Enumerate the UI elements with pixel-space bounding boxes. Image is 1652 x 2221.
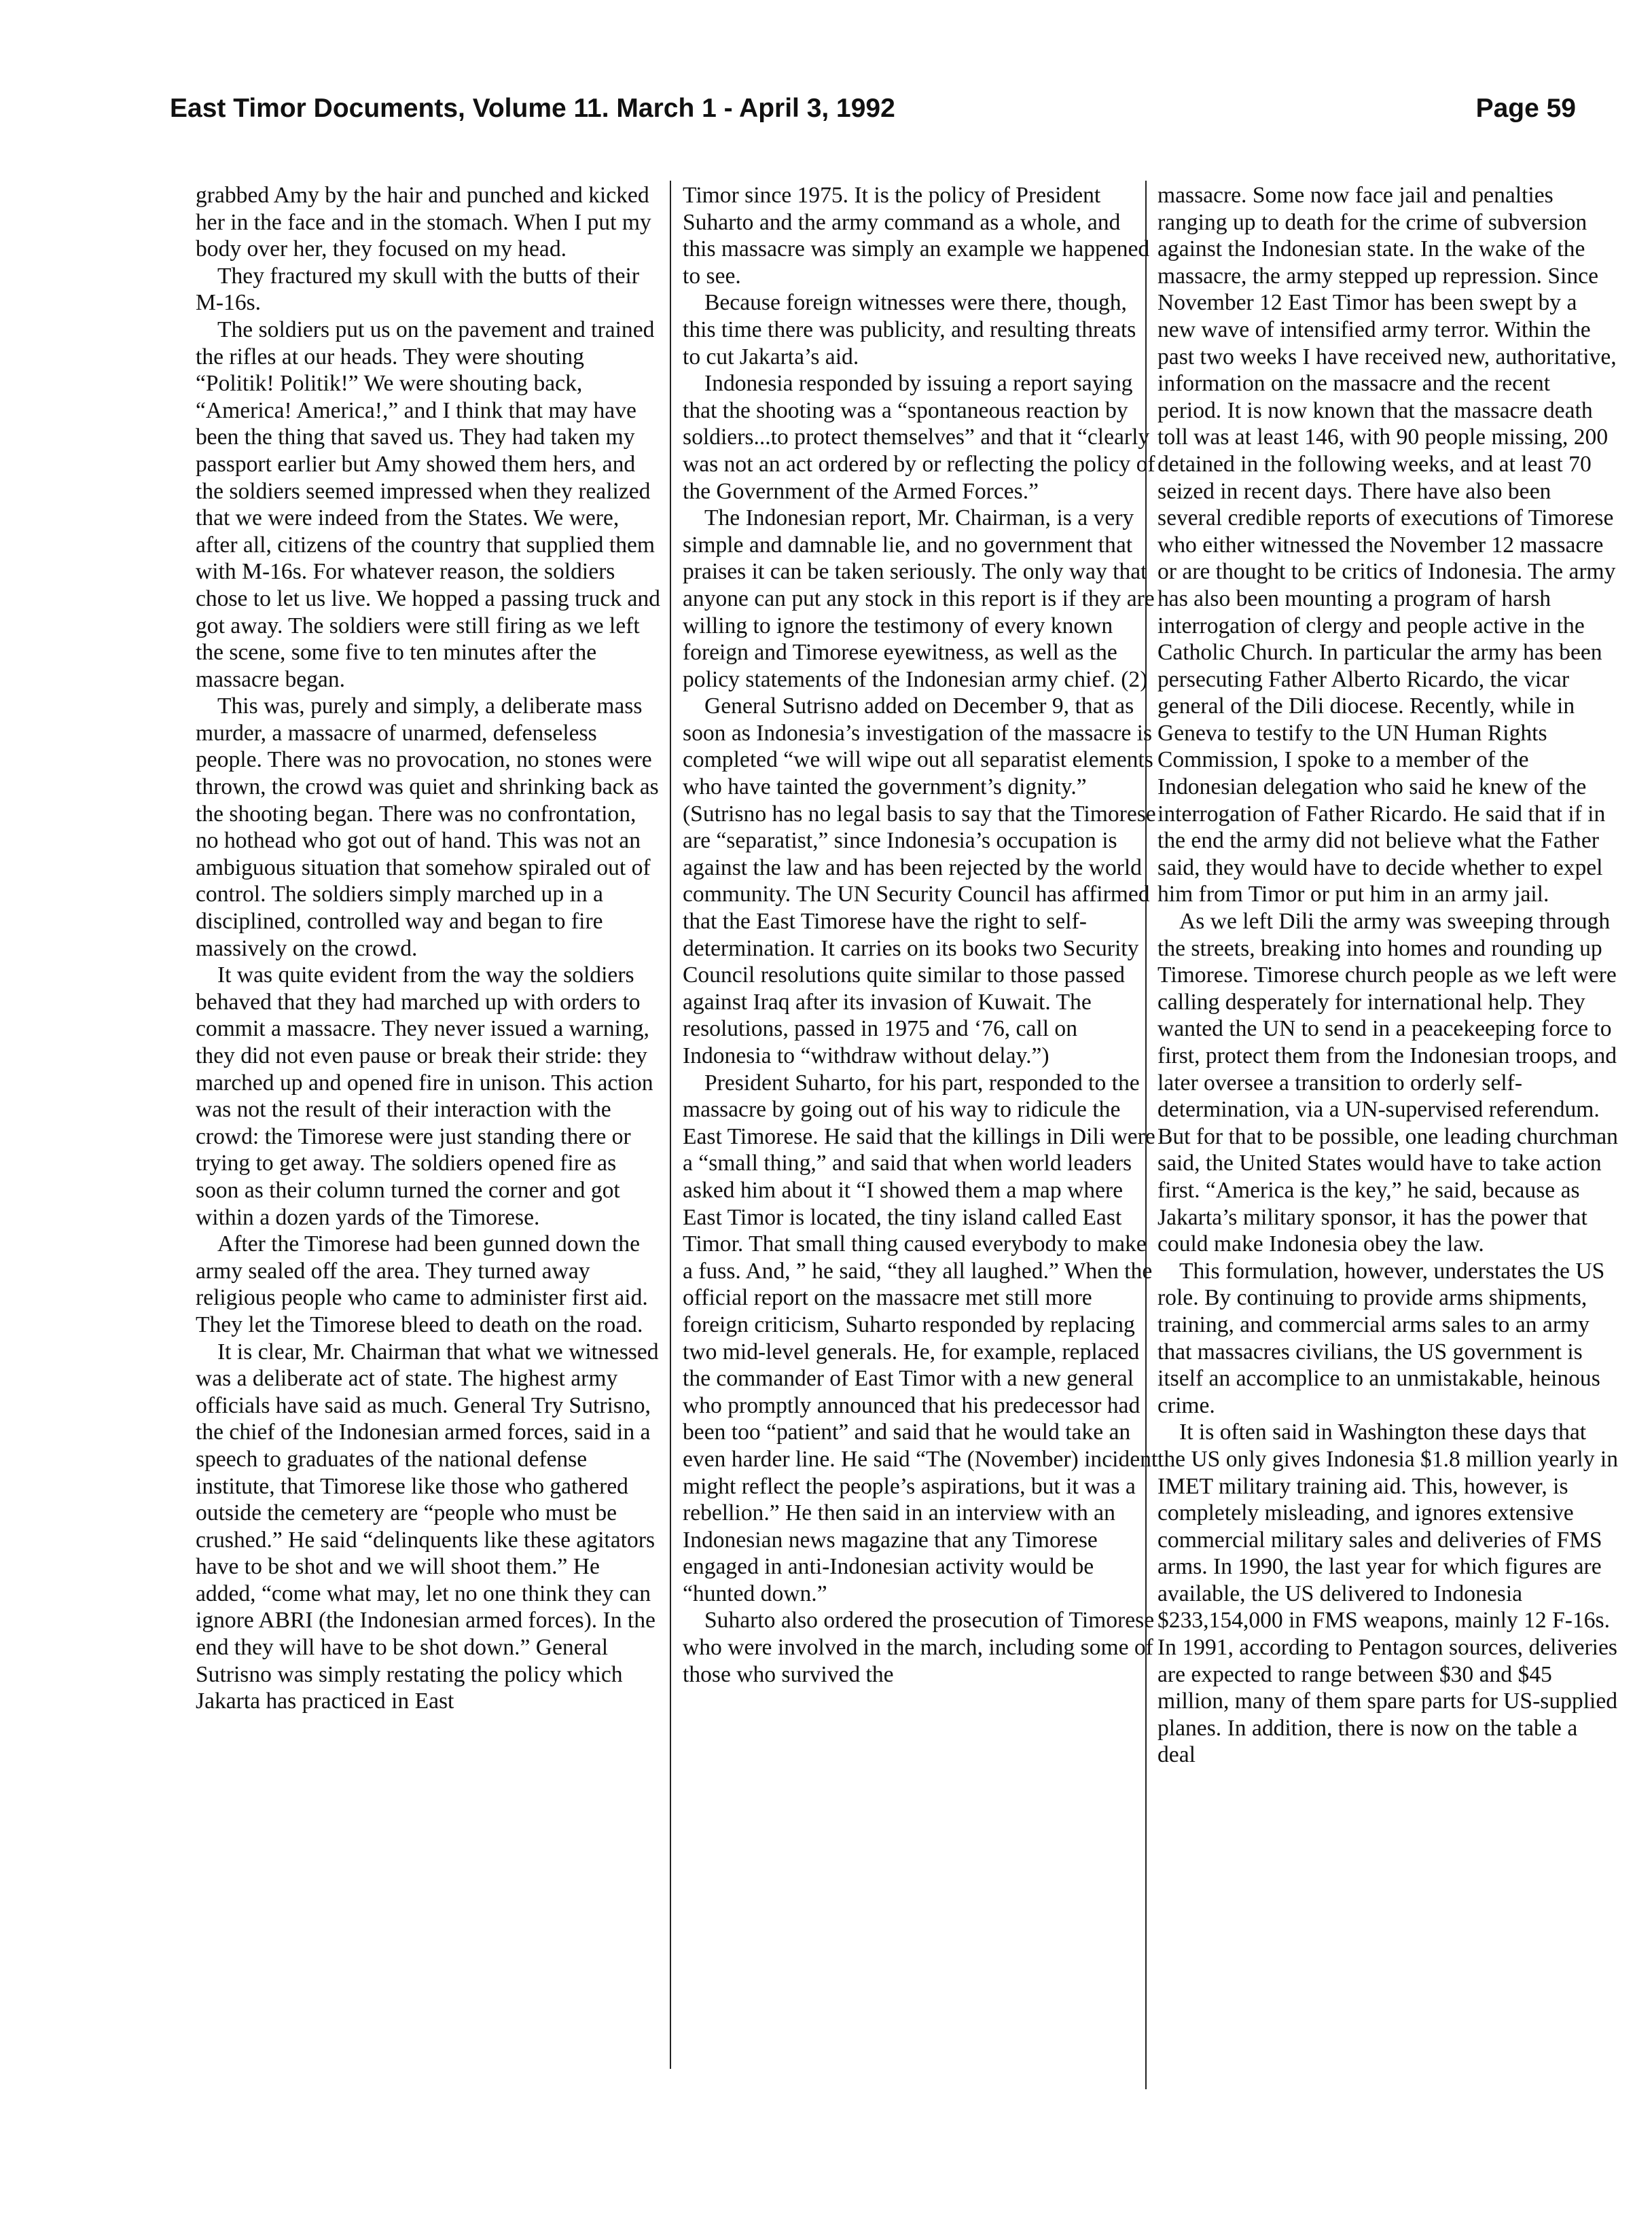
- paragraph: It is clear, Mr. Chairman that what we witnessed was a deliberate act of state. The highest army officials have said as much. General Try Sutrisno, the chief of the Indonesian armed forces, said in a speech to graduates of the national defense institute, that Timorese like those who gathered outside the cemetery are “people who must be crushed.” He said “delinquents like these agitators have to be shot and we will shoot them.” He added, “come what may, let no one think they can ignore ABRI (the Indonesian armed forces). In the end they will have to be shot down.” General Sutrisno was simply restating the policy which Jakarta has practiced in East: [196, 1339, 659, 1714]
- paragraph: Indonesia responded by issuing a report saying that the shooting was a “spontaneous reaction by soldiers...to protect themselves” and that it “clearly was not an act ordered by or reflecting the policy of the Government of the Armed Forces.”: [683, 371, 1155, 504]
- paragraph: They fractured my skull with the butts of their M-16s.: [196, 263, 640, 316]
- paragraph: It is often said in Washington these days that the US only gives Indonesia $1.8 million yearly in IMET military training aid. This, however, is completely misleading, and ignores extensive commercial military sales and deliveries of FMS arms. In 1990, the last year for which figures are available, the US delivered to Indonesia $233,154,000 in FMS weapons, mainly 12 F-16s. In 1991, according to Pentagon sources, deliveries are expected to range between $30 and $45 million, many of them spare parts for US-supplied planes. In addition, there is now on the table a deal: [1157, 1420, 1619, 1768]
- paragraph: This was, purely and simply, a deliberate mass murder, a massacre of unarmed, defenseless people. There was no provocation, no stones were thrown, the crowd was quiet and shrinking back as the shooting began. There was no confrontation, no hothead who got out of hand. This was not an ambiguous situation that somehow spiraled out of control. The soldiers simply marched up in a disciplined, controlled way and began to fire massively on the crowd.: [196, 693, 659, 961]
- paragraph: As we left Dili the army was sweeping through the streets, breaking into homes and rounding up Timorese. Timorese church people as we left were calling desperately for international help. They wanted the UN to send in a peacekeeping force to first, protect them from the Indonesian troops, and later oversee a transition to orderly self-determination, via a UN-supervised referendum. But for that to be possible, one leading churchman said, the United States would have to take action first. “America is the key,” he said, because as Jakarta’s military sponsor, it has the power that could make Indonesia obey the law.: [1157, 909, 1618, 1257]
- publication-title: East Timor Documents, Volume 11. March 1 - April 3, 1992: [170, 94, 895, 123]
- paragraph: General Sutrisno added on December 9, that as soon as Indonesia’s investigation of the massacre is completed “we will wipe out all separatist elements who have tainted the government’s dignity.” (Sutrisno has no legal basis to say that the Timorese are “separatist,” since Indonesia’s occupation is against the law and has been rejected by the world community. The UN Security Council has affirmed that the East Timorese have the right to self-determination. It carries on its books two Security Council resolutions quite similar to those passed against Iraq after its invasion of Kuwait. The resolutions, passed in 1975 and ‘76, call on Indonesia to “withdraw without delay.”): [683, 693, 1156, 1068]
- paragraph: grabbed Amy by the hair and punched and kicked her in the face and in the stomach. When I put my body over her, they focused on my head.: [196, 183, 651, 262]
- page-number: Page 59: [1475, 94, 1576, 123]
- paragraph: It was quite evident from the way the soldiers behaved that they had marched up with orders to commit a massacre. They never issued a warning, they did not even pause or break their stride: they marched up and opened fire in unison. This action was not the result of their interaction with the crowd: the Timorese were just standing there or trying to get away. The soldiers opened fire as soon as their column turned the corner and got within a dozen yards of the Timorese.: [196, 962, 653, 1230]
- paragraph: Timor since 1975. It is the policy of President Suharto and the army command as a whole, and this massacre was simply an example we happened to see.: [683, 183, 1150, 289]
- paragraph: Because foreign witnesses were there, though, this time there was publicity, and resulting threats to cut Jakarta’s aid.: [683, 290, 1136, 369]
- running-header: [170, 94, 1576, 134]
- paragraph: The Indonesian report, Mr. Chairman, is a very simple and damnable lie, and no government that praises it can be taken seriously. The only way that anyone can put any stock in this report is if they are willing to ignore the testimony of every known foreign and Timorese eyewitness, as well as the policy statements of the Indonesian army chief. (2): [683, 505, 1155, 692]
- paragraph: President Suharto, for his part, responded to the massacre by going out of his way to ridicule the East Timorese. He said that the killings in Dili were a “small thing,” and said that when world leaders asked him about it “I showed them a map where East Timor is located, the tiny island called East Timor. That small thing caused everybody to make a fuss. And, ” he said, “they all laughed.” When the official report on the massacre met still more foreign criticism, Suharto responded by replacing two mid-level generals. He, for example, replaced the commander of East Timor with a new general who promptly announced that his predecessor had been too “patient” and said that he would take an even harder line. He said “The (November) incident might reflect the people’s aspirations, but it was a rebellion.” He then said in an interview with an Indonesian news magazine that any Timorese engaged in anti-Indonesian activity would be “hunted down.”: [683, 1070, 1158, 1606]
- paragraph: massacre. Some now face jail and penalties ranging up to death for the crime of subversion against the Indonesian state. In the wake of the massacre, the army stepped up repression. Since November 12 East Timor has been swept by a new wave of intensified army terror. Within the past two weeks I have received new, authoritative, information on the massacre and the recent period. It is now known that the massacre death toll was at least 146, with 90 people missing, 200 detained in the following weeks, and at least 70 seized in recent days. There have also been several credible reports of executions of Timorese who either witnessed the November 12 massacre or are thought to be critics of Indonesia. The army has also been mounting a program of harsh interrogation of clergy and people active in the Catholic Church. In particular the army has been persecuting Father Alberto Ricardo, the vicar general of the Dili diocese. Recently, while in Geneva to testify to the UN Human Rights Commission, I spoke to a member of the Indonesian delegation who said he knew of the interrogation of Father Ricardo. He said that if in the end the army did not believe what the Father said, they would have to decide whether to expel him from Timor or put him in an army jail.: [1157, 183, 1617, 907]
- column-divider: [670, 181, 671, 2069]
- paragraph: This formulation, however, understates the US role. By continuing to provide arms shipments, training, and commercial arms sales to an army that massacres civilians, the US government is itself an accomplice to an unmistakable, heinous crime.: [1157, 1258, 1605, 1418]
- text-column-2: [683, 182, 1158, 1688]
- text-column-1: [196, 182, 664, 1715]
- paragraph: After the Timorese had been gunned down the army sealed off the area. They turned away religious people who came to administer first aid. They let the Timorese bleed to death on the road.: [196, 1231, 648, 1337]
- text-column-3: [1157, 182, 1619, 1769]
- paragraph: Suharto also ordered the prosecution of Timorese who were involved in the march, including some of those who survived the: [683, 1608, 1155, 1687]
- paragraph: The soldiers put us on the pavement and trained the rifles at our heads. They were shouting “Politik! Politik!” We were shouting back, “America! America!,” and I think that may have been the thing that saved us. They had taken my passport earlier but Amy showed them hers, and the soldiers seemed impressed when they realized that we were indeed from the States. We were, after all, citizens of the country that supplied them with M-16s. For whatever reason, the soldiers chose to let us live. We hopped a passing truck and got away. The soldiers were still firing as we left the scene, some five to ten minutes after the massacre began.: [196, 317, 660, 692]
